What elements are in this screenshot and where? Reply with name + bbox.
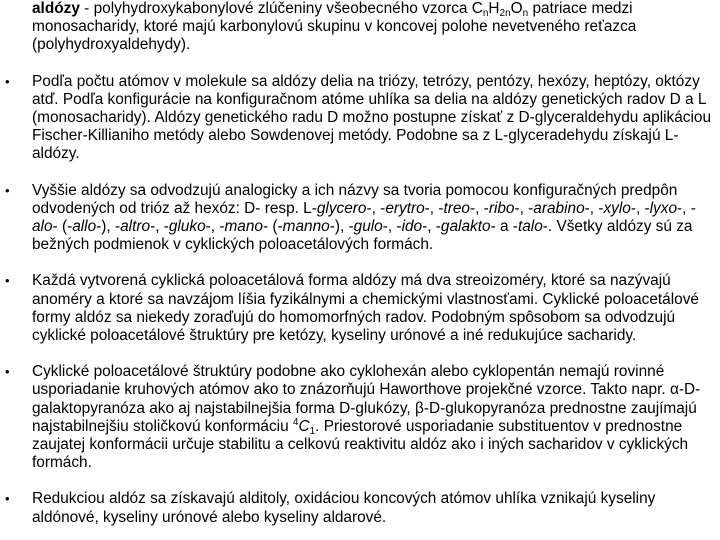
bullet-icon: • — [5, 182, 10, 198]
prefix-manno: manno — [282, 218, 330, 236]
text-part: -, - — [205, 218, 225, 236]
text-part: -), - — [329, 218, 354, 236]
classification-text: Podľa počtu atómov v molekule sa aldózy delia na triózy, tetrózy, pentózy, hexózy, heptózy, októzy atď. Podľa konfigurácie na konfiguračnom atóme uhlíka sa delia na aldózy genetických radov D a L (monosacharidy). Aldózy genetického radu D možno postupne získať z D-glyceraldehydu aplikáciou Fischer-Killianiho metódy alebo Sowdenovej metódy. Podobne sa z L-glyceradehydu získajú L-aldózy. — [32, 72, 712, 163]
alpha-symbol: α — [669, 381, 679, 399]
prefix-glycero: glycero — [316, 199, 367, 217]
text-part: - (- — [52, 218, 73, 236]
beta-symbol: β — [414, 399, 424, 417]
formula-o: O — [510, 0, 523, 17]
prefix-mano: mano — [224, 218, 263, 236]
text-part: -), - — [96, 218, 121, 236]
text-part: Cyklické poloacetálové štruktúry podobne ako cyklohexán alebo cyklopentán nemajú rovinné usporiadanie kruhových atómov ako to znázorňujú Haworthove projekčné vzorce. Takto napr. — [32, 363, 670, 399]
definition-text-1: - polyhydroxykabonylové zlúčeniny všeobecného vzorca C — [79, 0, 483, 17]
conformation-c: C — [298, 417, 310, 435]
prefix-gluko: gluko — [168, 218, 206, 236]
reduction-text: Redukciou aldóz sa získavajú alditoly, oxidáciou koncových atómov uhlíka vznikajú kyseliny aldónové, kyseliny urónové alebo kyseliny aldarové. — [32, 490, 656, 526]
text-part: -D-galaktopyranóza ako aj najstabilnejšia forma D-glukózy, — [32, 381, 701, 417]
bullet-icon: • — [5, 491, 10, 507]
prefix-talo: talo — [517, 218, 543, 236]
prefix-allo: allo — [72, 218, 97, 236]
text-part: -, - — [470, 199, 489, 217]
prefix-altro: altro — [120, 218, 151, 236]
prefix-lyxo: lyxo — [649, 199, 678, 217]
bullet-icon: • — [5, 73, 10, 89]
prefix-galakto: galakto — [440, 218, 491, 236]
text-part: - (- — [262, 218, 283, 236]
text-part: -, - — [424, 199, 444, 217]
prefix-gulo: gulo — [353, 218, 383, 236]
bullet-icon: • — [5, 364, 10, 380]
formula-sub-2n: 2n — [499, 8, 511, 19]
list-item-reduction — [5, 490, 718, 526]
anomers-text: Každá vytvorená cyklická poloacetálová forma aldózy má dva streoizoméry, ktoré sa nazývajú anoméry a ktoré sa navzájom líšia fyzikálnymi a chemickými vlastnosťami. Cyklické poloacetálové formy aldóz sa niekedy zoraďujú do homomorfných radov. Podobným spôsobom sa odvodzujú cyklické poloacetálové štruktúry pre ketózy, kyseliny urónové a iné redukujúce sacharidy. — [32, 272, 699, 345]
text-part: -, - — [422, 218, 441, 236]
list-item-classification — [5, 72, 718, 164]
text-part: . Priestorové usporiadanie substituentov v prednostne zaujatej konformácii určuje stabilitu a celkovú reaktivitu aldóz ako i iných sacharidov v cyklických formách. — [32, 417, 689, 472]
formula-sub-n-c: n — [482, 8, 489, 19]
prefix-arabino: arabino — [533, 199, 585, 217]
prefix-alo: alo — [32, 218, 53, 236]
list-item-conformation — [5, 363, 718, 472]
text-part: -, - — [630, 199, 650, 217]
formula-h: H — [488, 0, 500, 17]
formula-sub-n-o: n — [522, 8, 529, 19]
list-item-definition — [32, 0, 718, 55]
prefix-ribo: ribo — [488, 199, 515, 217]
text-part: -, - — [677, 199, 696, 217]
text-part: -, - — [584, 199, 604, 217]
text-part: Vyššie aldózy sa odvodzujú analogicky a ich názvy sa tvoria pomocou konfiguračných predpôn odvodených od trióz až hexóz: D- resp. L- — [32, 181, 678, 217]
conformation-sup-4: 4 — [292, 416, 299, 428]
term-aldozy: aldózy — [32, 0, 80, 17]
text-part: -D-glukopyranóza prednostne zaujímajú najstabilnejšiu stoličkovú konformáciu — [32, 399, 697, 435]
text-part: -, - — [514, 199, 534, 217]
conformation-sub-1: 1 — [309, 425, 316, 437]
prefix-ido: ido — [401, 218, 423, 236]
text-part: - a - — [490, 218, 518, 236]
bullet-list — [5, 0, 718, 527]
definition-text-2: patriace medzi monosacharidy, ktoré majú karbonylovú skupinu v koncovej polohe nevetveného reťazca (polyhydroxyaldehydy). — [32, 0, 637, 54]
prefix-erytro: erytro — [385, 199, 425, 217]
text-part: -, - — [366, 199, 386, 217]
text-part: -. Všetky aldózy sú za bežných podmienok v cyklických poloacetálových formách. — [32, 218, 693, 254]
list-item-higher-aldoses — [5, 181, 718, 255]
prefix-xylo: xylo — [603, 199, 631, 217]
text-part: -, - — [382, 218, 402, 236]
prefix-treo: treo — [443, 199, 470, 217]
text-part: -, - — [150, 218, 169, 236]
list-item-anomers — [5, 272, 718, 345]
bullet-icon: • — [5, 273, 10, 289]
